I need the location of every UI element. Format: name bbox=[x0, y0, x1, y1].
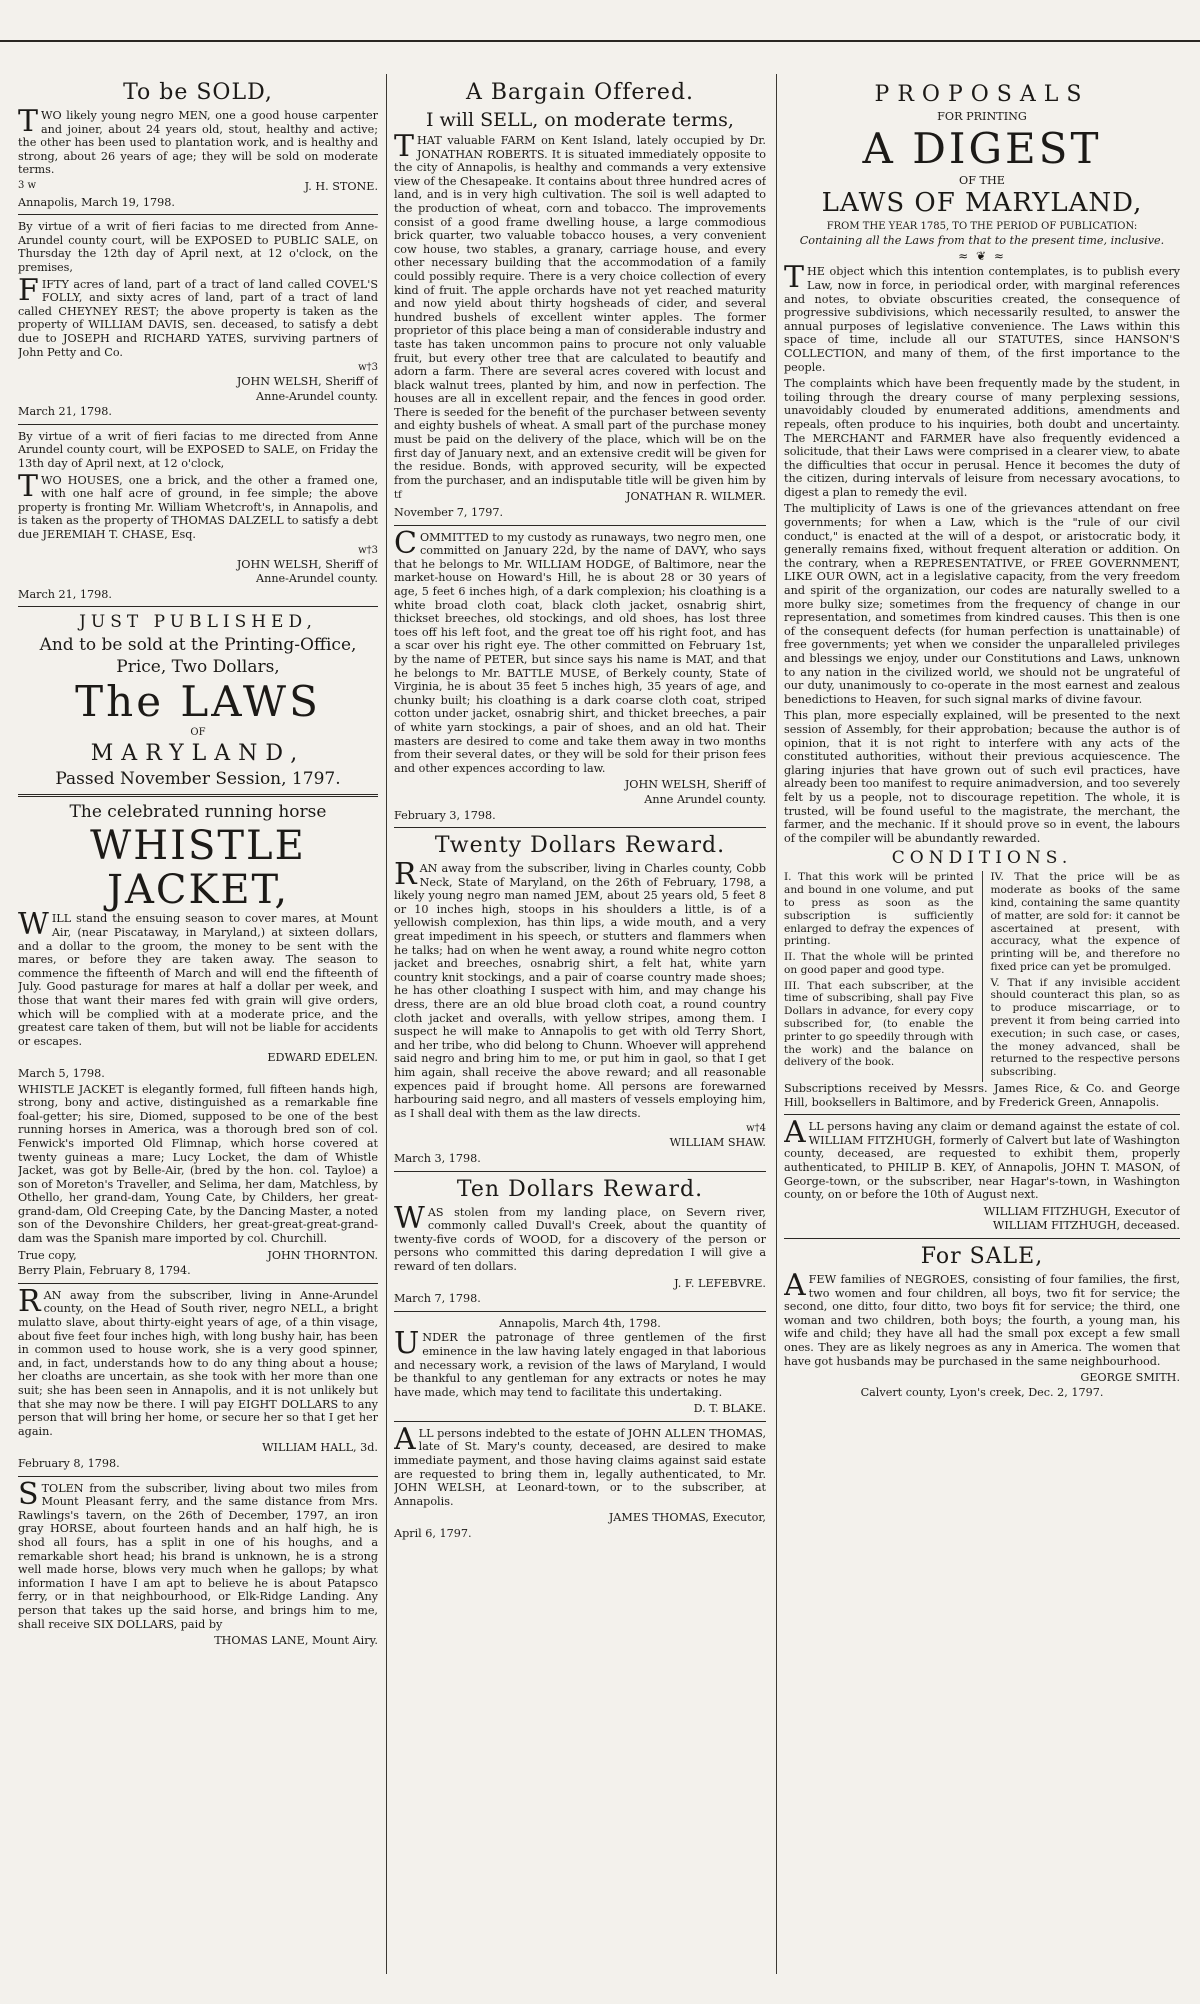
ad-body: UNDER the patronage of three gentlemen of the first eminence in the law having lately engaged in that laborious and necessary work, a revision of the laws of Maryland, I would be thankful to any gentleman for any extracts or notes he may have made, which may tend to facilitate this undertaking. bbox=[394, 1326, 766, 1399]
ad-sheriff-sale-houses bbox=[18, 430, 378, 602]
ad-intro: By virtue of a writ of fieri facias to me directed from Anne Arundel county court, will be EXPOSED to SALE, on Friday the 13th day of April next, at 12 o'clock, bbox=[18, 429, 378, 471]
condition-2: II. That the whole will be printed on good paper and good type. bbox=[784, 951, 974, 976]
ad-date: March 3, 1798. bbox=[394, 1151, 481, 1165]
of-line: OF bbox=[190, 727, 206, 739]
condition-5: V. That if any invisible accident should counteract this plan, so as to produce miscarriage, or to prevent it from being carried into execution; in such case, or cases, the money advanced, shall be returned to the respective persons subscribing. bbox=[990, 976, 1180, 1079]
ad-twenty-dollars-reward bbox=[394, 833, 766, 1165]
ad-date-2: Berry Plain, February 8, 1794. bbox=[18, 1264, 191, 1278]
ad-signature-2: JOHN THORNTON. bbox=[267, 1248, 378, 1262]
ad-body: ALL persons indebted to the estate of JOHN ALLEN THOMAS, late of St. Mary's county, deceased, are desired to make immediate payment, and those having claims against said estate are requested to bring them in, legally authenticated, to Mr. JOHN WELSH, at Leonard-town, or to the subscriber, at Annapolis. bbox=[394, 1421, 766, 1508]
session-line: Passed November Session, 1797. bbox=[55, 769, 341, 790]
maryland-title: MARYLAND, bbox=[90, 741, 306, 767]
ad-mark: w†3 bbox=[358, 362, 378, 374]
ad-signature: JOHN WELSH, Sheriff of bbox=[236, 557, 378, 571]
ad-proposals-digest bbox=[784, 82, 1180, 1109]
ad-body: ALL persons having any claim or demand against the estate of col. WILLIAM FITZHUGH, formerly of Calvert but late of Washington county, deceased, are requested to exhibit them, properly authenticated, to PHILIP B. KEY, of Annapolis, JOHN T. MASON, of George-town, or the subscriber, near Hagar's-town, in Washington county, on or before the 10th of August next. bbox=[784, 1115, 1180, 1202]
divider bbox=[394, 827, 766, 828]
ad-date: April 6, 1797. bbox=[394, 1527, 472, 1541]
column-rule-2 bbox=[776, 74, 777, 1974]
ad-negro-men-for-sale bbox=[18, 80, 378, 209]
ad-body: STOLEN from the subscriber, living about two miles from Mount Pleasant ferry, and the same distance from Mrs. Rawlings's tavern, on the 26th of December, 1797, an iron gray HORSE, about fourteen hands and an half high, he is shod all fours, has a split in one of his houghs, and a remarkable short head; his brand is unknown, he is a strong well made horse, blows very much when he gallops; by what information I have I am apt to believe he is about Patapsco ferry, or in that neighbourhood, or Elk-Ridge Landing. Any person that takes up the said horse, and brings him to me, shall receive SIX DOLLARS, paid by bbox=[18, 1476, 378, 1631]
condition-1: I. That this work will be printed and bound in one volume, and put to press as soon as the subscription is sufficiently enlarged to defray the expences of printing. bbox=[784, 871, 974, 948]
ad-body: THAT valuable FARM on Kent Island, lately occupied by Dr. JONATHAN ROBERTS. It is situated immediately opposite to the city of Annapolis, is healthy and commands a very extensive view of the Chesapeake. It contains about three hundred acres of land, and is in very high cultivation. The soil is well adapted to the production of wheat, corn and tobacco. The improvements consist of a good frame dwelling house, a large commodious brick quarter, two valuable tobacco houses, a very convenient cow house, two stables, a granary, carriage house, and every other necessary building that the accommodation of a family could possibly require. There is a very choice collection of every kind of fruit. The apple orchards have not yet reached maturity and now yield about thirty hogsheads of cider, and several hundred bushels of excellent winter apples. The former proprietor of this place being a man of considerable industry and taste has taken uncommon pains to procure not only valuable fruit, but every other tree that are calculated to beautify and adorn a farm. There are several acres covered with locust and black walnut trees, planted by him, and now in perfection. The houses are all in excellent repair, and the fences in good order. There is seeded for the benefit of the purchaser between seventy and eighty bushels of wheat. A small part of the purchase money must be paid on the delivery of the place, which will be on the first day of January next, and an extensive credit will be given for the residue. Bonds, with approved security, will be expected from the purchaser, and an indisputable title will be given him by bbox=[394, 129, 766, 487]
horse-intro: The celebrated running horse bbox=[69, 802, 327, 823]
proposal-body-2: The complaints which have been frequently made by the student, in toiling through the dreary course of many perplexing sessions, unavoidably clouded by enumerated additions, amendments and repeals, often produce to his inquiries, both doubt and uncertainty. The MERCHANT and FARMER have also frequently evidenced a solicitude, that their Laws were comprised in a clearer view, to abate the difficulties that occur in perusal. Hence it becomes the duty of the citizen, during intervals of leisure from necessary avocations, to digest a plan to remedy the evil. bbox=[784, 377, 1180, 499]
just-published: JUST PUBLISHED, bbox=[79, 612, 317, 633]
divider bbox=[394, 1421, 766, 1422]
top-border-rule bbox=[0, 40, 1200, 42]
ad-body: WILL stand the ensuing season to cover mares, at Mount Air, (near Piscataway, in Maryland,) at sixteen dollars, and a dollar to the groom, the money to be sent with the mares, or before they are taken away. The season to commence the fifteenth of March and will end the fifteenth of July. Good pasturage for mares at half a dollar per week, and those that want their mares fed with grain will give orders, which will be complied with at a moderate price, and the greatest care taken of them, but will not be liable for accidents or escapes. bbox=[18, 907, 378, 1048]
divider bbox=[394, 1171, 766, 1172]
ad-date: March 21, 1798. bbox=[18, 405, 112, 419]
ad-for-sale-negroes bbox=[784, 1244, 1180, 1399]
ad-signature-line2: Anne Arundel county. bbox=[644, 792, 766, 806]
ad-body: TWO HOUSES, one a brick, and the other a framed one, with one half acre of ground, in fee simple; the above property is fronting Mr. William Whetcroft's, in Annapolis, and is taken as the property of THOMAS DALZELL to satisfy a debt due JEREMIAH T. CHASE, Esq. bbox=[18, 468, 378, 542]
ad-body: COMMITTED to my custody as runaways, two negro men, one committed on January 22d, by the name of DAVY, who says that he belongs to Mr. WILLIAM HODGE, of Baltimore, near the market-house on Howard's Hill, he is about 28 or 30 years of age, 5 feet 6 inches high, of a dark complexion; his cloathing is a white broad cloth coat, black cloth jacket, osnabrig shirt, thickset breeches, old stockings, and old shoes, has lost three toes off his left foot, and the great toe off his right foot, and has a scar over his right eye. The other committed on February 1st, by the name of PETER, but since says his name is MAT, and that he belongs to Mr. BATTLE MUSE, of Berkely county, State of Virginia, he is about 35 feet 5 inches high, 35 years of age, and chunky built; his cloathing is a dark coarse cloth coat, striped cotton under jacket, osnabrig shirt, and thicket breeches, a pair of white yarn stockings, a pair of shoes, and an old hat. Their masters are desired to come and take them away in two months from their several dates, or they will be sold for their prison fees and other expences according to law. bbox=[394, 525, 766, 775]
column-rule-1 bbox=[386, 74, 387, 1974]
divider bbox=[784, 1114, 1180, 1115]
ad-body: RAN away from the subscriber, living in Charles county, Cobb Neck, State of Maryland, on the 26th of February, 1798, a likely young negro man named JEM, about 25 years old, 5 feet 8 or 10 inches high, stoops in his shoulders a little, is of a yellowish complexion, has thin lips, a wide mouth, and a very great impediment in his speech, or stutters and flammers when he talks; had on when he went away, a round white negro cotton jacket and breeches, osnabrig shirt, a felt hat, white yarn country knit stockings, and a pair of coarse country made shoes; he has other cloathing I suspect with him, and may change his dress, there are an old blue broad cloth coat, a round country cloth jacket and overalls, with yellow stripes, among them. I suspect he will make to Annapolis to get with old Terry Short, and her tribe, who did belong to Chunn. Whoever will apprehend said negro and bring him to me, or put him in gaol, so that I get him again, shall receive the above reward; and all reasonable expences paid if brought home. All persons are forewarned harbouring said negro, and all masters of vessels employing him, as I shall deal with them as the law directs. bbox=[394, 857, 766, 1120]
laws-of-maryland-title: LAWS OF MARYLAND, bbox=[821, 188, 1143, 219]
ad-signature-line2: Anne-Arundel county. bbox=[256, 389, 378, 403]
divider bbox=[18, 1476, 378, 1477]
ad-body: WAS stolen from my landing place, on Severn river, commonly called Duvall's Creek, about the quantity of twenty-five cords of WOOD, for a discovery of the person or persons who committed this daring depredation I will give a reward of ten dollars. bbox=[394, 1200, 766, 1273]
condition-4: IV. That the price will be as moderate as books of the same kind, containing the same quantity of matter, are sold for: it cannot be ascertained at present, with accuracy, what the expence of printing will be, and therefore no fixed price can yet be promulged. bbox=[990, 871, 1180, 973]
ad-body-pedigree: WHISTLE JACKET is elegantly formed, full fifteen hands high, strong, bony and active, distinguished as a remarkable fine foal-getter; his sire, Diomed, supposed to be one of the best running horses in America, was a thorough bred son of col. Fenwick's imported Old Flimnap, which horse covered at twenty guineas a mare; Lucy Locket, the dam of Whistle Jacket, was got by Belle-Air, (bred by the hon. col. Tayloe) a son of Moreton's Traveller, and Selima, her dam, Matchless, by Othello, her grand-dam, Young Cate, by Childers, her great-grand-dam, Old Creeping Cate, by the Dancing Master, a noted son of the Devonshire Childers, her great-great-great-grand-dam was the Spanish mare imported by col. Churchill. bbox=[18, 1082, 378, 1246]
divider bbox=[394, 1311, 766, 1312]
ad-body: FIFTY acres of land, part of a tract of land called COVEL'S FOLLY, and sixty acres of land, part of a tract of land called CHEYNEY REST; the above property is taken as the property of WILLIAM DAVIS, sen. deceased, to satisfy a debt due to JOSEPH and RICHARD YATES, surviving partners of John Petty and Co. bbox=[18, 272, 378, 359]
ad-body: AFEW families of NEGROES, consisting of four families, the first, two women and four children, all boys, two fit for service; the second, one ditto, four ditto, two boys fit for service; the third, one woman and two children, both boys; the fourth, a young man, his wife and child; they have all had the small pox except a few small ones. They are as likely negroes as any in America. The women that have got husbands may be purchased in the same neighbourhood. bbox=[784, 1268, 1180, 1368]
ad-intro: By virtue of a writ of fieri facias to me directed from Anne-Arundel county court, will be EXPOSED to PUBLIC SALE, on Thursday the 12th day of April next, at 12 o'clock, on the premises, bbox=[18, 220, 378, 274]
ad-heading: For SALE, bbox=[920, 1244, 1044, 1269]
ad-signature: WILLIAM HALL, 3d. bbox=[262, 1441, 378, 1455]
column-right bbox=[784, 80, 1180, 1984]
ad-mark: 3 w bbox=[18, 179, 37, 191]
ad-signature: J. H. STONE. bbox=[304, 179, 378, 193]
ad-heading: A Bargain Offered. bbox=[465, 80, 695, 105]
ad-dateline: Annapolis, March 4th, 1798. bbox=[499, 1316, 661, 1330]
ad-mark: tf bbox=[394, 490, 402, 502]
ad-signature: WILLIAM SHAW. bbox=[669, 1136, 766, 1150]
true-copy-note: True copy, bbox=[18, 1248, 77, 1262]
for-printing: FOR PRINTING bbox=[937, 110, 1027, 123]
ad-signature: WILLIAM FITZHUGH, Executor of bbox=[983, 1204, 1180, 1218]
ad-date: Calvert county, Lyon's creek, Dec. 2, 1797. bbox=[860, 1385, 1104, 1399]
conditions-title: CONDITIONS. bbox=[891, 848, 1073, 869]
ad-subheading: I will SELL, on moderate terms, bbox=[426, 109, 734, 131]
ad-signature: JOHN WELSH, Sheriff of bbox=[236, 375, 378, 389]
ad-body: TWO likely young negro MEN, one a good house carpenter and joiner, about 24 years old, stout, healthy and active; the other has been used to plantation work, and is healthy and strong, about 26 years of age; they will be sold on moderate terms. bbox=[18, 104, 378, 177]
ad-date: February 3, 1798. bbox=[394, 808, 496, 822]
divider bbox=[18, 214, 378, 215]
divider bbox=[18, 606, 378, 607]
proposals-title: PROPOSALS bbox=[874, 82, 1090, 107]
ad-estate-fitzhugh bbox=[784, 1115, 1180, 1233]
of-the: OF THE bbox=[959, 173, 1005, 187]
digest-title: A DIGEST bbox=[862, 123, 1102, 173]
proposal-body-4: This plan, more especially explained, will be presented to the next session of Assembly, for their approbation; because the author is of opinion, that it is not right to interfere with any acts of the constituted authorities, without their previous acquiescence. The glaring injuries that have grown out of such evil practices, have already been too manifest to require animadversion, and too severely felt by us a people, not to discourage repetition. The whole, it is trusted, will be found useful to the magistrate, the merchant, the farmer, and the mechanic. If it should prove so in event, the labours of the compiler will be abundantly rewarded. bbox=[784, 709, 1180, 845]
ad-date: February 8, 1798. bbox=[18, 1456, 120, 1470]
divider bbox=[18, 1283, 378, 1284]
ad-signature: J. F. LEFEBVRE. bbox=[674, 1276, 766, 1290]
divider bbox=[394, 525, 766, 526]
ad-ten-dollars-reward bbox=[394, 1177, 766, 1306]
ad-body: RAN away from the subscriber, living in Anne-Arundel county, on the Head of South river, negro NELL, a bright mulatto slave, about thirty-eight years of age, of a thin visage, about five feet four inches high, with long bushy hair, has been in common used to house work, she is a very good spinner, and, in fact, understands how to do any thing about a house; her cloaths are uncertain, as she took with her more than one suit; she has been seen in Annapolis, and it is not unlikely but that she may now be there. I will pay EIGHT DOLLARS to any person that will bring her home, or secure her so that I get her again. bbox=[18, 1283, 378, 1438]
ad-laws-of-maryland bbox=[18, 612, 378, 789]
ad-mark: w†3 bbox=[358, 544, 378, 556]
ad-runaway-nell bbox=[18, 1283, 378, 1471]
contents-line: Containing all the Laws from that to the present time, inclusive. bbox=[799, 234, 1165, 248]
divider bbox=[18, 794, 378, 797]
ad-signature: D. T. BLAKE. bbox=[693, 1402, 766, 1416]
condition-3: III. That each subscriber, at the time of subscribing, shall pay Five Dollars in advance, for every copy subscribed for, (to enable the printer to go speedily through with the work) and the balance on delivery of the book. bbox=[784, 979, 974, 1069]
laws-title: The LAWS bbox=[75, 677, 321, 727]
ad-signature-line2: WILLIAM FITZHUGH, deceased. bbox=[992, 1219, 1180, 1233]
ad-signature: EDWARD EDELEN. bbox=[267, 1051, 378, 1065]
ad-date: March 21, 1798. bbox=[18, 587, 112, 601]
ad-heading: Twenty Dollars Reward. bbox=[434, 833, 726, 859]
column-left bbox=[18, 80, 378, 1984]
ad-date: March 7, 1798. bbox=[394, 1292, 481, 1306]
ad-date: Annapolis, March 19, 1798. bbox=[18, 195, 175, 209]
ad-date: March 5, 1798. bbox=[18, 1066, 105, 1080]
proposal-body-3: The multiplicity of Laws is one of the grievances attendant on free governments; for when a Law, which is the "rule of our civil conduct," is enacted at the will of a despot, or aristocratic body, it generally remains fixed, without frequent alteration or addition. On the contrary, when a REPRESENTATIVE, or FREE GOVERNMENT, LIKE OUR OWN, act in a legislative capacity, from the very freedom and spirit of the organization, our codes are naturally swelled to a more bulky size; sometimes from the frequency of change in our representation, and sometimes from kindred causes. This then is one of the consequent defects (for human perfection is unattainable) of free governments; yet when we consider the unparalleled privileges and blessings we enjoy, under our Constitutions and Laws, unknown to any nation in the civilized world, we should not be ungrateful of our duty, unanimously to co-operate in the most earnest and zealous benedictions to Heaven, for such signal marks of divine favour. bbox=[784, 502, 1180, 706]
column-middle bbox=[394, 80, 766, 1984]
ad-signature: THOMAS LANE, Mount Airy. bbox=[214, 1634, 378, 1648]
ad-committed-runaways bbox=[394, 525, 766, 822]
ad-signature: JOHN WELSH, Sheriff of bbox=[624, 778, 766, 792]
ad-sheriff-sale-land bbox=[18, 220, 378, 419]
subscriptions-note: Subscriptions received by Messrs. James Rice, & Co. and George Hill, booksellers in Baltimore, and by Frederick Green, Annapolis. bbox=[784, 1082, 1180, 1109]
ad-law-revision bbox=[394, 1317, 766, 1416]
ad-heading: Ten Dollars Reward. bbox=[456, 1176, 704, 1202]
ornament: ≈ ❦ ≈ bbox=[958, 248, 1006, 263]
ad-mark: w†4 bbox=[746, 1123, 766, 1135]
ad-bargain-farm bbox=[394, 80, 766, 520]
ad-signature-line2: Anne-Arundel county. bbox=[256, 572, 378, 586]
ad-date: November 7, 1797. bbox=[394, 506, 504, 520]
proposal-body-1: THE object which this intention contemplates, is to publish every Law, now in force, in periodical order, with marginal references and notes, to obviate obscurities created, the consequence of progressive subdivisions, which necessarily resulted, to answer the annual purposes of legislative convenience. The Laws within this space of time, include all our STATUTES, since HANSON'S COLLECTION, and many of them, of the first importance to the people. bbox=[784, 260, 1180, 374]
ad-heading: To be SOLD, bbox=[123, 80, 273, 105]
period-line: FROM THE YEAR 1785, TO THE PERIOD OF PUBLICATION: bbox=[826, 221, 1138, 233]
ad-estate-thomas bbox=[394, 1421, 766, 1541]
divider bbox=[784, 1238, 1180, 1239]
price-line: Price, Two Dollars, bbox=[116, 657, 280, 678]
ad-signature: JAMES THOMAS, Executor, bbox=[608, 1511, 766, 1525]
horse-name: WHISTLE JACKET, bbox=[90, 823, 306, 914]
ad-whistle-jacket bbox=[18, 802, 378, 1277]
ad-signature: JONATHAN R. WILMER. bbox=[625, 490, 766, 504]
divider bbox=[18, 424, 378, 425]
conditions-list bbox=[784, 871, 1180, 1082]
ad-stolen-horse bbox=[18, 1476, 378, 1648]
printing-office-line: And to be sold at the Printing-Office, bbox=[39, 635, 357, 656]
ad-signature: GEORGE SMITH. bbox=[1080, 1371, 1180, 1385]
